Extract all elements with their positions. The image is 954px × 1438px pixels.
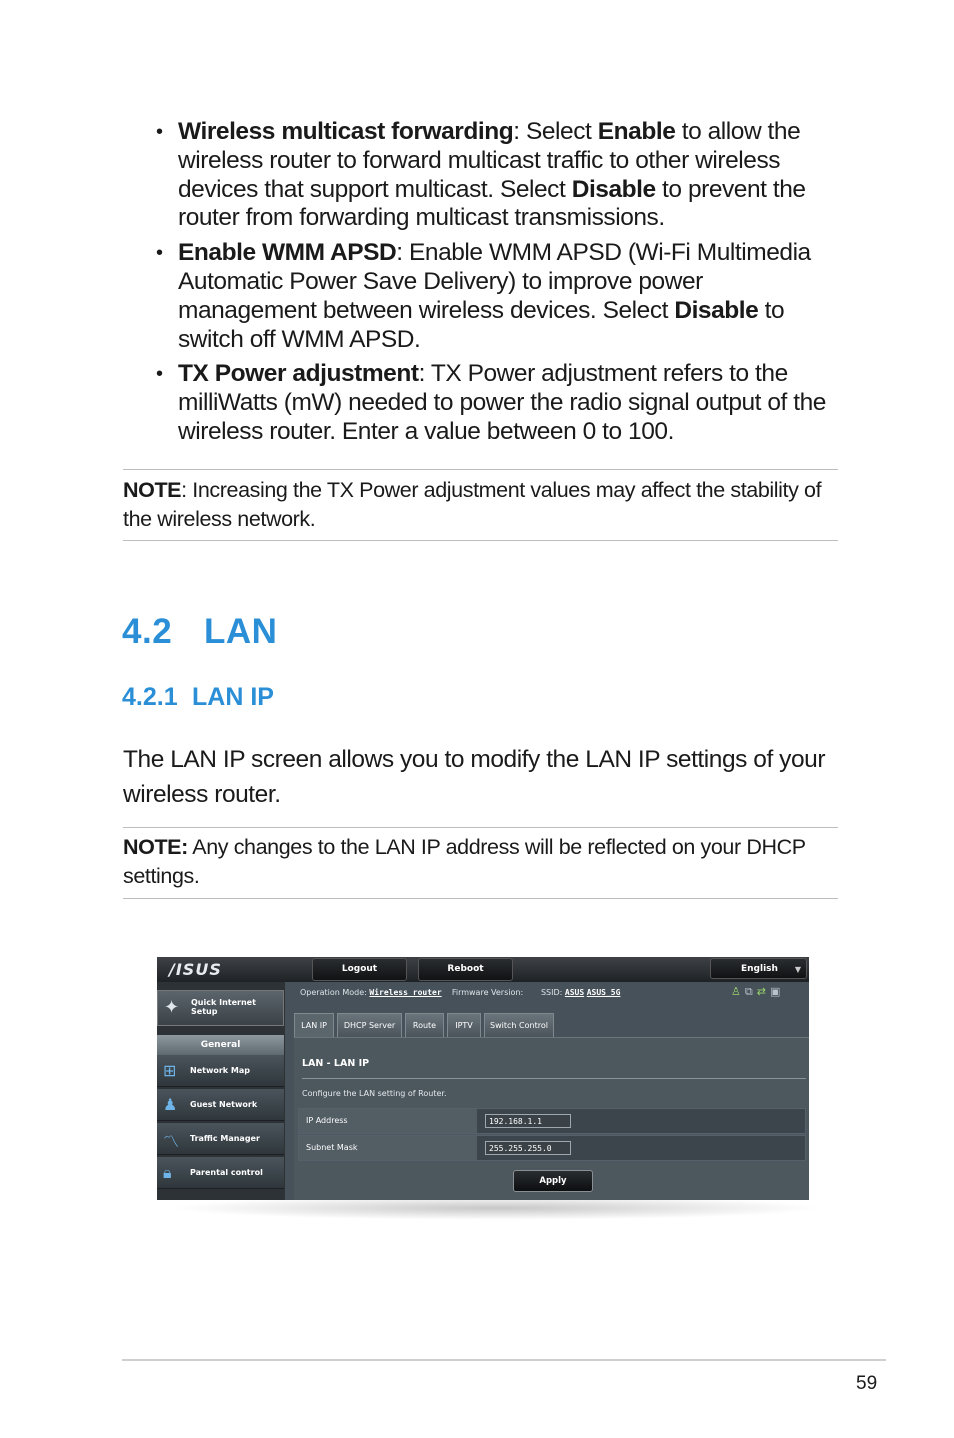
sidebar: [157, 982, 285, 1200]
tab-iptv[interactable]: IPTV: [447, 1013, 481, 1037]
sidebar-item-label: Traffic Manager: [190, 1134, 260, 1143]
quick-internet-setup-button[interactable]: [157, 990, 284, 1026]
users-icon: ♟: [163, 1095, 178, 1114]
text: to switch off WMM APSD.: [178, 296, 785, 353]
sidebar-item-label: Guest Network: [190, 1100, 258, 1109]
term: Wireless multicast forwarding: [178, 118, 514, 145]
note-text: Any changes to the LAN IP address will be reflected on your DHCP settings.: [123, 835, 806, 888]
usb-icon[interactable]: ⇄: [756, 985, 770, 998]
bullet-dot: •: [156, 242, 163, 265]
text: : Enable WMM APSD (Wi-Fi Multimedia Automatic Power Save Delivery) to improve power management between wireless devices. Select: [178, 239, 811, 324]
traffic-graph-icon: 〽: [163, 1132, 180, 1151]
note-label: NOTE:: [123, 835, 188, 859]
sidebar-item-guest-network[interactable]: [157, 1089, 284, 1121]
panel-title: LAN - LAN IP: [302, 1058, 370, 1069]
ssid-2g[interactable]: ASUS: [564, 988, 585, 997]
ip-address-row: [298, 1108, 806, 1134]
text: to prevent the router from forwarding multicast transmissions.: [178, 175, 806, 232]
router-screenshot: [157, 957, 809, 1200]
ip-address-label: IP Address: [299, 1109, 477, 1133]
bullet-dot: •: [156, 121, 163, 143]
bullet-tx-power: [156, 360, 846, 446]
status-icons: [731, 985, 784, 999]
note-dhcp: [123, 827, 838, 899]
ssid-label: SSID:: [540, 988, 563, 997]
note-text: : Increasing the TX Power adjustment values may affect the stability of the wireless network.: [123, 478, 822, 531]
firmware-label: Firmware Version:: [451, 988, 524, 997]
section-title: LAN: [204, 612, 278, 651]
panel-description: Configure the LAN setting of Router.: [302, 1089, 447, 1098]
network-icon[interactable]: ⧉: [744, 985, 757, 998]
note-label: NOTE: [123, 478, 182, 502]
subsection-number: 4.2.1: [122, 683, 178, 711]
intro-paragraph: The LAN IP screen allows you to modify the LAN IP settings of your wireless router.: [123, 746, 826, 808]
feature-list: [156, 118, 846, 453]
bullet-wmm-apsd: [156, 239, 846, 354]
lan-ip-panel: [294, 1037, 809, 1200]
sidebar-item-label: Parental control: [190, 1168, 263, 1177]
sidebar-item-label: Network Map: [190, 1066, 250, 1075]
sidebar-general-header: General: [157, 1035, 284, 1055]
subnet-mask-row: [298, 1135, 806, 1161]
divider: [302, 1078, 806, 1079]
clients-icon[interactable]: ♙: [731, 985, 745, 998]
keyword: Enable: [597, 118, 676, 145]
qis-label: Quick Internet Setup: [191, 998, 256, 1016]
top-bar: [157, 957, 809, 982]
page-number: 59: [856, 1373, 878, 1394]
magic-wand-icon: ✦: [164, 997, 180, 1018]
term: Enable WMM APSD: [178, 239, 397, 267]
keyword: Disable: [571, 175, 656, 203]
subnet-mask-label: Subnet Mask: [299, 1136, 477, 1160]
text: to allow the wireless router to forward multicast traffic to other wireless devices that support multicast. Select: [178, 118, 801, 203]
tab-route[interactable]: Route: [405, 1013, 444, 1037]
bullet-wireless-multicast: [156, 118, 846, 233]
sidebar-item-traffic-manager[interactable]: [157, 1123, 284, 1155]
apply-button[interactable]: Apply: [513, 1170, 593, 1192]
tab-lan-ip[interactable]: LAN IP: [294, 1013, 334, 1037]
asus-logo: /ISUS: [169, 960, 222, 979]
lock-icon: 🔒︎: [163, 1163, 172, 1182]
note-tx-power: [123, 469, 838, 541]
ip-address-input[interactable]: 192.168.1.1: [485, 1114, 571, 1128]
sidebar-item-parental-control[interactable]: [157, 1157, 284, 1189]
op-mode-link[interactable]: Wireless router: [369, 988, 442, 997]
footer-divider: [122, 1359, 886, 1361]
tab-dhcp-server[interactable]: DHCP Server: [337, 1013, 402, 1037]
bullet-dot: •: [156, 363, 163, 386]
status-line: [300, 988, 620, 997]
term: TX Power adjustment: [178, 360, 419, 388]
subnet-mask-input[interactable]: 255.255.255.0: [485, 1141, 571, 1155]
reboot-button[interactable]: Reboot: [418, 958, 513, 981]
section-number: 4.2: [122, 612, 173, 651]
ssid-5g[interactable]: ASUS_5G: [586, 988, 621, 997]
language-select[interactable]: [710, 958, 807, 979]
subsection-heading: [122, 683, 274, 712]
tab-switch-control[interactable]: Switch Control: [484, 1013, 554, 1037]
sidebar-item-network-map[interactable]: [157, 1055, 284, 1087]
printer-icon[interactable]: ▣: [769, 985, 785, 998]
section-heading: [122, 612, 277, 652]
keyword: Disable: [674, 296, 759, 324]
logout-button[interactable]: Logout: [312, 958, 407, 981]
subsection-title: LAN IP: [192, 683, 274, 711]
op-mode-label: Operation Mode:: [300, 988, 367, 997]
network-map-icon: ⊞: [163, 1061, 177, 1080]
text: : Select: [513, 118, 598, 145]
chevron-down-icon: ▼: [794, 965, 801, 974]
text: : TX Power adjustment refers to the milliWatts (mW) needed to power the radio signal output of the wireless router. Enter a value between 0 to 100.: [178, 360, 826, 445]
language-label: English: [741, 964, 778, 974]
